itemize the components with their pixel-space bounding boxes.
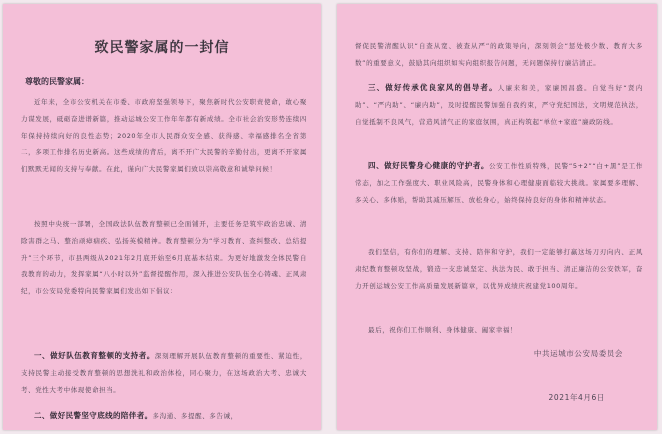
initiative-paragraph-4: 四、做好民警身心健康的守护者。公安工作性质特殊，民警“5+2”“白+黑”是工作常态，加之工作强度大、职业风险高，民警身体和心理健康面临较大挑战。家属要多理解、多关心、多体贴，帮助其减压解压、放松身心，始终保持良好的身体和精神状态。 xyxy=(355,161,643,204)
initiative-heading: 三、做好传承优良家风的倡导者。 xyxy=(368,83,498,92)
intro-paragraph: 近年来，全市公安机关在市委、市政府坚强领导下，聚焦新时代公安职责使命，敢心聚力谋发展，砥砺奋进谱新篇，推动运城公安工作年年都有新成绩。全市社会治安形势连续四年保持持续向好的良性态势；2020年全市人民群众安全感、获得感、幸福感排名全省第二，多项工作排名历史新高。这些成绩的背后，离不开广大民警的辛勤付出，更离不开家属们默默无闻的支持与奉献。在此，谨向广大民警家属们致以崇高敬意和诚挚问候！ xyxy=(21,98,307,174)
initiative-paragraph-2-start: 二、做好民警坚守底线的陪伴者。多沟通、多提醒、多告诫， xyxy=(34,411,238,420)
letter-page-right xyxy=(337,4,657,430)
letter-title: 致民警家属的一封信 xyxy=(94,40,230,56)
closing-paragraph: 我们坚信，有你们的理解、支持、陪伴和守护，我们一定能够打赢这场刀刃向内、正风肃纪教育整顿攻坚战，锻造一支忠诚坚定、执法为民、敢于担当、清正廉洁的公安铁军，奋力开创运城公安工作高质量发展新篇章，以优异成绩庆祝建党100周年。 xyxy=(355,248,643,290)
initiative-paragraph-2-continued: 督促民警清醒认识“自查从宽、被查从严”的政策导向，深刻领会“惩处极少数、教育大多数”的重要意义，鼓励其向组织如实向组织报告问题，无问题保持行廉洁清正。 xyxy=(355,42,643,67)
initiative-heading: 一、做好队伍教育整顿的支持者。 xyxy=(34,351,155,360)
initiative-paragraph-3: 三、做好传承优良家风的倡导者。人廉来和美，家廉国昌盛。自觉当好“贤内助”、“严内助”、“廉内助”，及时提醒民警加强自我约束，严守党纪国法，文明规范执法，自觉抵制不良风气，营造风清气正的家庭氛围，真正构筑起“单位+家庭”廉政防线。 xyxy=(355,83,644,126)
initiative-heading: 二、做好民警坚守底线的陪伴者。 xyxy=(34,411,153,420)
blessing-line: 最后，祝你们工作顺利、身体健康、阖家幸福！ xyxy=(368,326,518,334)
initiative-heading: 四、做好民警身心健康的守护者。 xyxy=(368,161,489,170)
signature-date: 2021年4月6日 xyxy=(548,393,605,402)
salutation: 尊敬的民警家属： xyxy=(25,77,89,86)
letter-page-left xyxy=(3,4,321,430)
initiative-paragraph-1: 一、做好队伍教育整顿的支持者。深刻理解开展队伍教育整顿的重要性、紧迫性，支持民警主动接受教育整顿的思想洗礼和政治体检，同心聚力，在这场政治大考、忠诚大考、党性大考中体现使命担当。 xyxy=(21,351,307,394)
signature-organization: 中共运城市公安局委员会 xyxy=(533,349,623,358)
background-paragraph: 按照中央统一部署，全国政法队伍教育整顿已全面铺开，主要任务是筑牢政治忠诚、清除害群之马、整治顽瘴痼疾、弘扬英模精神。教育整顿分为“学习教育、查纠整改、总结提升”三个环节，市县两级从2021年2月底开始至6月底基本结束。为更好地激发全体民警自我教育的动力，发挥家属“八小时以外”监督提醒作用，深入推进公安队伍全心铸魂、正风肃纪，市公安局党委特向民警家属们发出如下倡议： xyxy=(21,220,307,296)
